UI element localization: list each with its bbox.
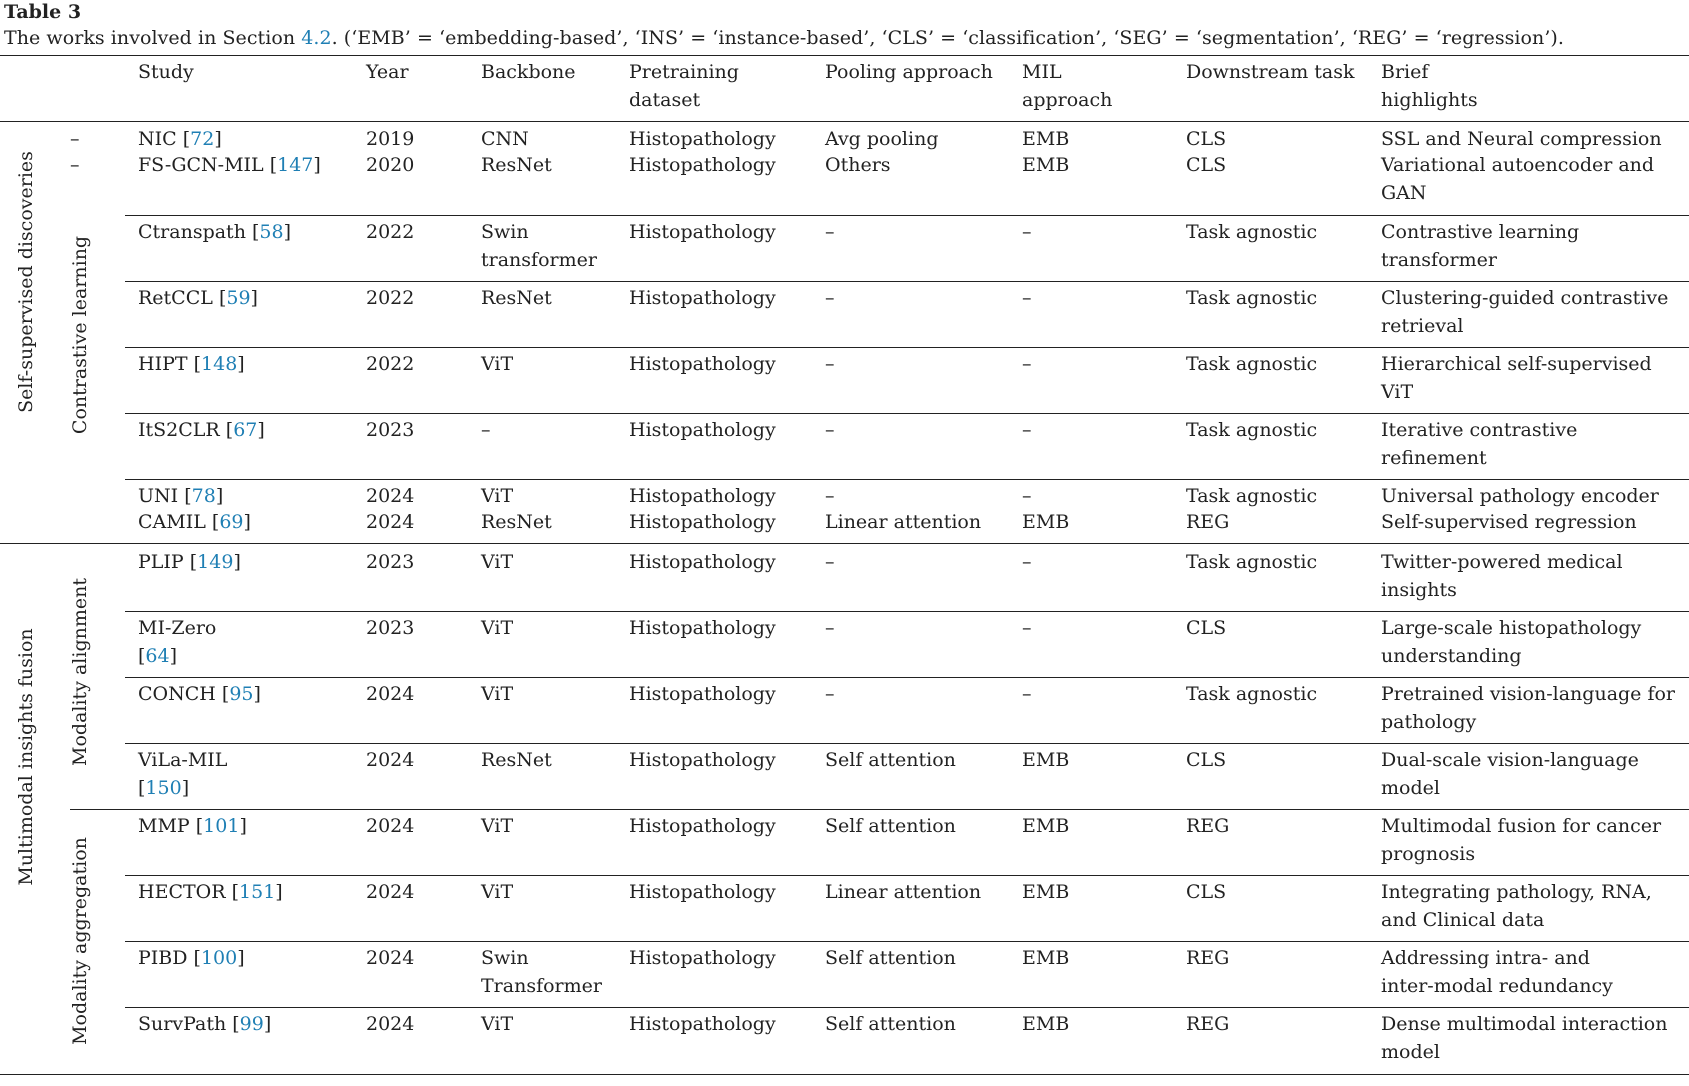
pooling-cell: Self attention [825,749,956,771]
backbone-cell [481,615,513,643]
backbone-cell [481,879,513,907]
pooling-cell: Linear attention [825,881,982,903]
rule-below-mi-zero [125,677,1689,678]
year-cell: 2019 [366,128,415,150]
brief-cell [1381,945,1613,1000]
study-name: HIPT [138,353,188,375]
task-cell: CLS [1186,617,1227,639]
dataset-cell: Histopathology [629,1013,776,1035]
study-name: UNI [138,485,179,507]
mil-cell: – [1022,353,1032,375]
dataset-cell: Histopathology [629,128,776,150]
study-name: FS-GCN-MIL [138,154,264,176]
year-cell: 2020 [366,154,415,176]
group-rule [0,543,1689,544]
brief-l2: model [1381,776,1440,799]
citation-link[interactable]: 78 [191,485,216,507]
brief-l1: Twitter-powered medical [1381,551,1623,573]
caption-text-before: The works involved in Section [4,27,302,49]
brief-cell [1381,1011,1667,1066]
rule-below-its2clr [125,479,1689,480]
task-cell: REG [1186,815,1230,837]
study-name: MI-Zero [138,617,217,639]
study-cell: ViLa-MIL [150] [138,749,228,799]
year-cell: 2024 [366,683,415,705]
mil-cell: EMB [1022,947,1070,969]
pooling-cell: Self attention [825,947,956,969]
study-cell: PLIP [149] [138,551,241,573]
backbone-l2: transformer [481,248,597,271]
header-brief [1381,59,1478,114]
rule-below-retccl [125,347,1689,348]
citation-link[interactable]: 67 [233,419,258,441]
header-pretraining [629,59,739,114]
brief-l2: model [1381,1040,1440,1063]
brief-cell [1381,417,1577,472]
task-cell: REG [1186,511,1230,533]
brief-l2: refinement [1381,446,1487,469]
brief-l1: Self-supervised regression [1381,511,1637,533]
mil-cell: – [1022,221,1032,243]
backbone-cell [481,219,597,274]
year-cell: 2022 [366,287,415,309]
citation-link[interactable]: 101 [203,815,240,837]
study-cell: SurvPath [99] [138,1013,272,1035]
brief-cell [1381,549,1623,604]
pooling-cell: Self attention [825,1013,956,1035]
brief-cell [1381,483,1659,511]
mil-cell: EMB [1022,128,1070,150]
study-cell: Ctranspath [58] [138,221,292,243]
backbone-l1: – [481,419,491,441]
citation-link[interactable]: 148 [201,353,238,375]
backbone-cell [481,813,513,841]
year-cell: 2024 [366,1013,415,1035]
brief-l2: GAN [1381,181,1427,204]
caption-text-after: . (‘EMB’ = ‘embedding-based’, ‘INS’ = ‘instance-based’, ‘CLS’ = ‘classification’, ‘SEG’ = ‘segmentation’, ‘REG’ = ‘regression’). [331,27,1564,49]
brief-l1: Variational autoencoder and [1381,154,1655,176]
pooling-cell: – [825,353,835,375]
dataset-cell: Histopathology [629,221,776,243]
citation-link[interactable]: 69 [219,511,244,533]
dataset-cell: Histopathology [629,511,776,533]
study-name: MMP [138,815,190,837]
study-cell: NIC [72] [138,128,222,150]
study-name: HECTOR [138,881,226,903]
year-cell: 2024 [366,815,415,837]
backbone-l1: Swin [481,947,529,969]
task-cell: CLS [1186,128,1227,150]
mil-cell: – [1022,287,1032,309]
citation-link[interactable]: 59 [226,287,251,309]
rule-below-pibd [125,1007,1689,1008]
brief-l1: Iterative contrastive [1381,419,1578,441]
study-cell: PIBD [100] [138,947,245,969]
subgroup-label-alignment: Modality alignment [69,578,91,766]
study-cell: MMP [101] [138,815,247,837]
pooling-cell: – [825,485,835,507]
backbone-cell [481,126,529,154]
study-name: ViLa-MIL [138,749,228,771]
task-cell: CLS [1186,154,1227,176]
mil-cell: – [1022,683,1032,705]
backbone-cell [481,945,602,1000]
task-cell: Task agnostic [1186,221,1318,243]
rule-below-plip [125,611,1689,612]
pooling-cell: Self attention [825,815,956,837]
subgroup-label-aggregation: Modality aggregation [69,837,91,1045]
study-cell: FS-GCN-MIL [147] [138,154,321,176]
dataset-cell: Histopathology [629,353,776,375]
task-cell: CLS [1186,749,1227,771]
brief-cell [1381,509,1637,537]
header-year: Year [366,61,409,83]
brief-cell [1381,615,1641,670]
mil-cell: EMB [1022,815,1070,837]
backbone-l1: ViT [481,881,514,903]
task-cell: REG [1186,1013,1230,1035]
task-cell: Task agnostic [1186,353,1318,375]
task-cell: Task agnostic [1186,551,1318,573]
header-pretraining-l1: Pretraining [629,61,739,83]
study-cell: CONCH [95] [138,683,261,705]
dataset-cell: Histopathology [629,485,776,507]
mil-cell: EMB [1022,749,1070,771]
dataset-cell: Histopathology [629,551,776,573]
rule-below-ctranspath [125,281,1689,282]
backbone-cell [481,417,491,445]
task-cell: REG [1186,947,1230,969]
brief-l1: Pretrained vision-language for [1381,683,1676,705]
header-brief-l2: highlights [1381,88,1478,111]
brief-l1: Clustering-guided contrastive [1381,287,1669,309]
brief-cell [1381,351,1652,406]
backbone-l1: ResNet [481,154,552,176]
brief-l1: Universal pathology encoder [1381,485,1659,507]
brief-l1: Integrating pathology, RNA, [1381,881,1652,903]
table-label: Table 3 [4,1,82,23]
header-pooling: Pooling approach [825,61,993,83]
row-dash: – [70,128,80,150]
backbone-l1: ResNet [481,749,552,771]
backbone-cell [481,152,552,180]
study-name: CAMIL [138,511,206,533]
backbone-l1: CNN [481,128,529,150]
subgroup-rule [70,809,1689,810]
dataset-cell: Histopathology [629,287,776,309]
backbone-cell [481,351,513,379]
header-mil [1022,59,1112,114]
year-cell: 2024 [366,947,415,969]
header-task: Downstream task [1186,61,1355,83]
header-backbone: Backbone [481,61,576,83]
backbone-l1: ResNet [481,511,552,533]
task-cell: Task agnostic [1186,419,1318,441]
year-cell: 2023 [366,617,415,639]
study-cell: ItS2CLR [67] [138,419,265,441]
brief-l2: and Clinical data [1381,908,1545,931]
dataset-cell: Histopathology [629,947,776,969]
study-name: SurvPath [138,1013,227,1035]
citation-link[interactable]: 149 [197,551,234,573]
study-name: PLIP [138,551,184,573]
table-caption [4,26,1564,50]
group-label-self-supervised: Self-supervised discoveries [15,151,37,413]
dataset-cell: Histopathology [629,815,776,837]
rule-below-hector [125,941,1689,942]
brief-l2: retrieval [1381,314,1464,337]
task-cell: Task agnostic [1186,485,1318,507]
backbone-l1: ResNet [481,287,552,309]
pooling-cell: – [825,617,835,639]
year-cell: 2023 [366,419,415,441]
header-mil-l2: approach [1022,88,1113,111]
dataset-cell: Histopathology [629,617,776,639]
brief-cell [1381,126,1662,154]
top-rule [0,55,1689,56]
backbone-cell [481,483,513,511]
mil-cell: EMB [1022,154,1070,176]
citation-link[interactable]: 151 [239,881,276,903]
header-rule [0,121,1689,122]
backbone-l1: ViT [481,551,514,573]
dataset-cell: Histopathology [629,683,776,705]
study-cell: HECTOR [151] [138,881,283,903]
citation-link[interactable]: 147 [277,154,314,176]
citation-link[interactable]: 72 [190,128,215,150]
brief-l1: Dense multimodal interaction [1381,1013,1668,1035]
brief-cell [1381,879,1652,934]
study-name: RetCCL [138,287,213,309]
mil-cell: – [1022,551,1032,573]
brief-l2: transformer [1381,248,1497,271]
pooling-cell: – [825,419,835,441]
subgroup-label-contrastive: Contrastive learning [69,235,91,435]
dataset-cell: Histopathology [629,154,776,176]
citation-link[interactable]: 99 [239,1013,264,1035]
pooling-cell: – [825,551,835,573]
citation-link[interactable]: 95 [229,683,254,705]
group-label-multimodal: Multimodal insights fusion [15,628,37,886]
study-cell: RetCCL [59] [138,287,258,309]
year-cell: 2024 [366,749,415,771]
brief-cell [1381,285,1668,340]
citation-link[interactable]: 64 [145,644,170,667]
mil-cell: – [1022,419,1032,441]
brief-cell [1381,152,1654,207]
row-dash: – [70,154,80,176]
brief-l1: Addressing intra- and [1381,947,1590,969]
backbone-l1: Swin [481,221,529,243]
brief-l1: Dual-scale vision-language [1381,749,1639,771]
study-name: NIC [138,128,177,150]
year-cell: 2022 [366,221,415,243]
year-cell: 2022 [366,353,415,375]
citation-link[interactable]: 100 [200,947,238,969]
header-brief-l1: Brief [1381,61,1429,83]
brief-l2: prognosis [1381,842,1476,865]
task-cell: Task agnostic [1186,287,1318,309]
mil-cell: EMB [1022,1013,1070,1035]
backbone-l2: Transformer [481,974,602,997]
pooling-cell: – [825,287,835,309]
task-cell: Task agnostic [1186,683,1318,705]
brief-l1: Multimodal fusion for cancer [1381,815,1662,837]
brief-cell [1381,219,1579,274]
backbone-l1: ViT [481,353,514,375]
pooling-cell: Avg pooling [825,128,939,150]
rule-below-hipt [125,413,1689,414]
year-cell: 2024 [366,511,415,533]
backbone-l1: ViT [481,683,514,705]
study-cell: CAMIL [69] [138,511,251,533]
mil-cell: EMB [1022,511,1070,533]
brief-l2: inter-modal redundancy [1381,974,1613,997]
pooling-cell: Others [825,154,891,176]
year-cell: 2024 [366,881,415,903]
brief-l2: understanding [1381,644,1522,667]
citation-link[interactable]: 150 [145,776,182,799]
brief-l2: ViT [1381,380,1414,403]
header-study: Study [138,61,194,83]
brief-cell [1381,681,1675,736]
brief-l2: insights [1381,578,1457,601]
pooling-cell: Linear attention [825,511,982,533]
backbone-l1: ViT [481,1013,514,1035]
rule-below-conch [125,743,1689,744]
year-cell: 2024 [366,485,415,507]
brief-l1: Contrastive learning [1381,221,1580,243]
dataset-cell: Histopathology [629,749,776,771]
study-cell: HIPT [148] [138,353,245,375]
pooling-cell: – [825,683,835,705]
dataset-cell: Histopathology [629,881,776,903]
mil-cell: – [1022,485,1032,507]
backbone-l1: ViT [481,485,514,507]
year-cell: 2023 [366,551,415,573]
backbone-l1: ViT [481,617,514,639]
header-pretraining-l2: dataset [629,88,701,111]
mil-cell: – [1022,617,1032,639]
section-link[interactable]: 4.2 [301,27,332,49]
mil-cell: EMB [1022,881,1070,903]
study-name: Ctranspath [138,221,246,243]
study-name: ItS2CLR [138,419,220,441]
rule-below-fs-gcn [125,215,1689,216]
bottom-rule [0,1074,1689,1075]
brief-cell [1381,813,1661,868]
backbone-l1: ViT [481,815,514,837]
study-name: PIBD [138,947,188,969]
backbone-cell [481,1011,513,1039]
dataset-cell: Histopathology [629,419,776,441]
citation-link[interactable]: 58 [259,221,284,243]
brief-cell [1381,747,1639,802]
backbone-cell [481,509,552,537]
rule-below-mmp [125,875,1689,876]
brief-l1: Hierarchical self-supervised [1381,353,1652,375]
study-name: CONCH [138,683,216,705]
brief-l2: pathology [1381,710,1477,733]
backbone-cell [481,747,552,775]
backbone-cell [481,285,552,313]
backbone-cell [481,549,513,577]
study-cell: MI-Zero [64] [138,617,217,667]
header-mil-l1: MIL [1022,61,1062,83]
brief-l1: SSL and Neural compression [1381,128,1662,150]
backbone-cell [481,681,513,709]
pooling-cell: – [825,221,835,243]
brief-l1: Large-scale histopathology [1381,617,1642,639]
task-cell: CLS [1186,881,1227,903]
study-cell: UNI [78] [138,485,224,507]
